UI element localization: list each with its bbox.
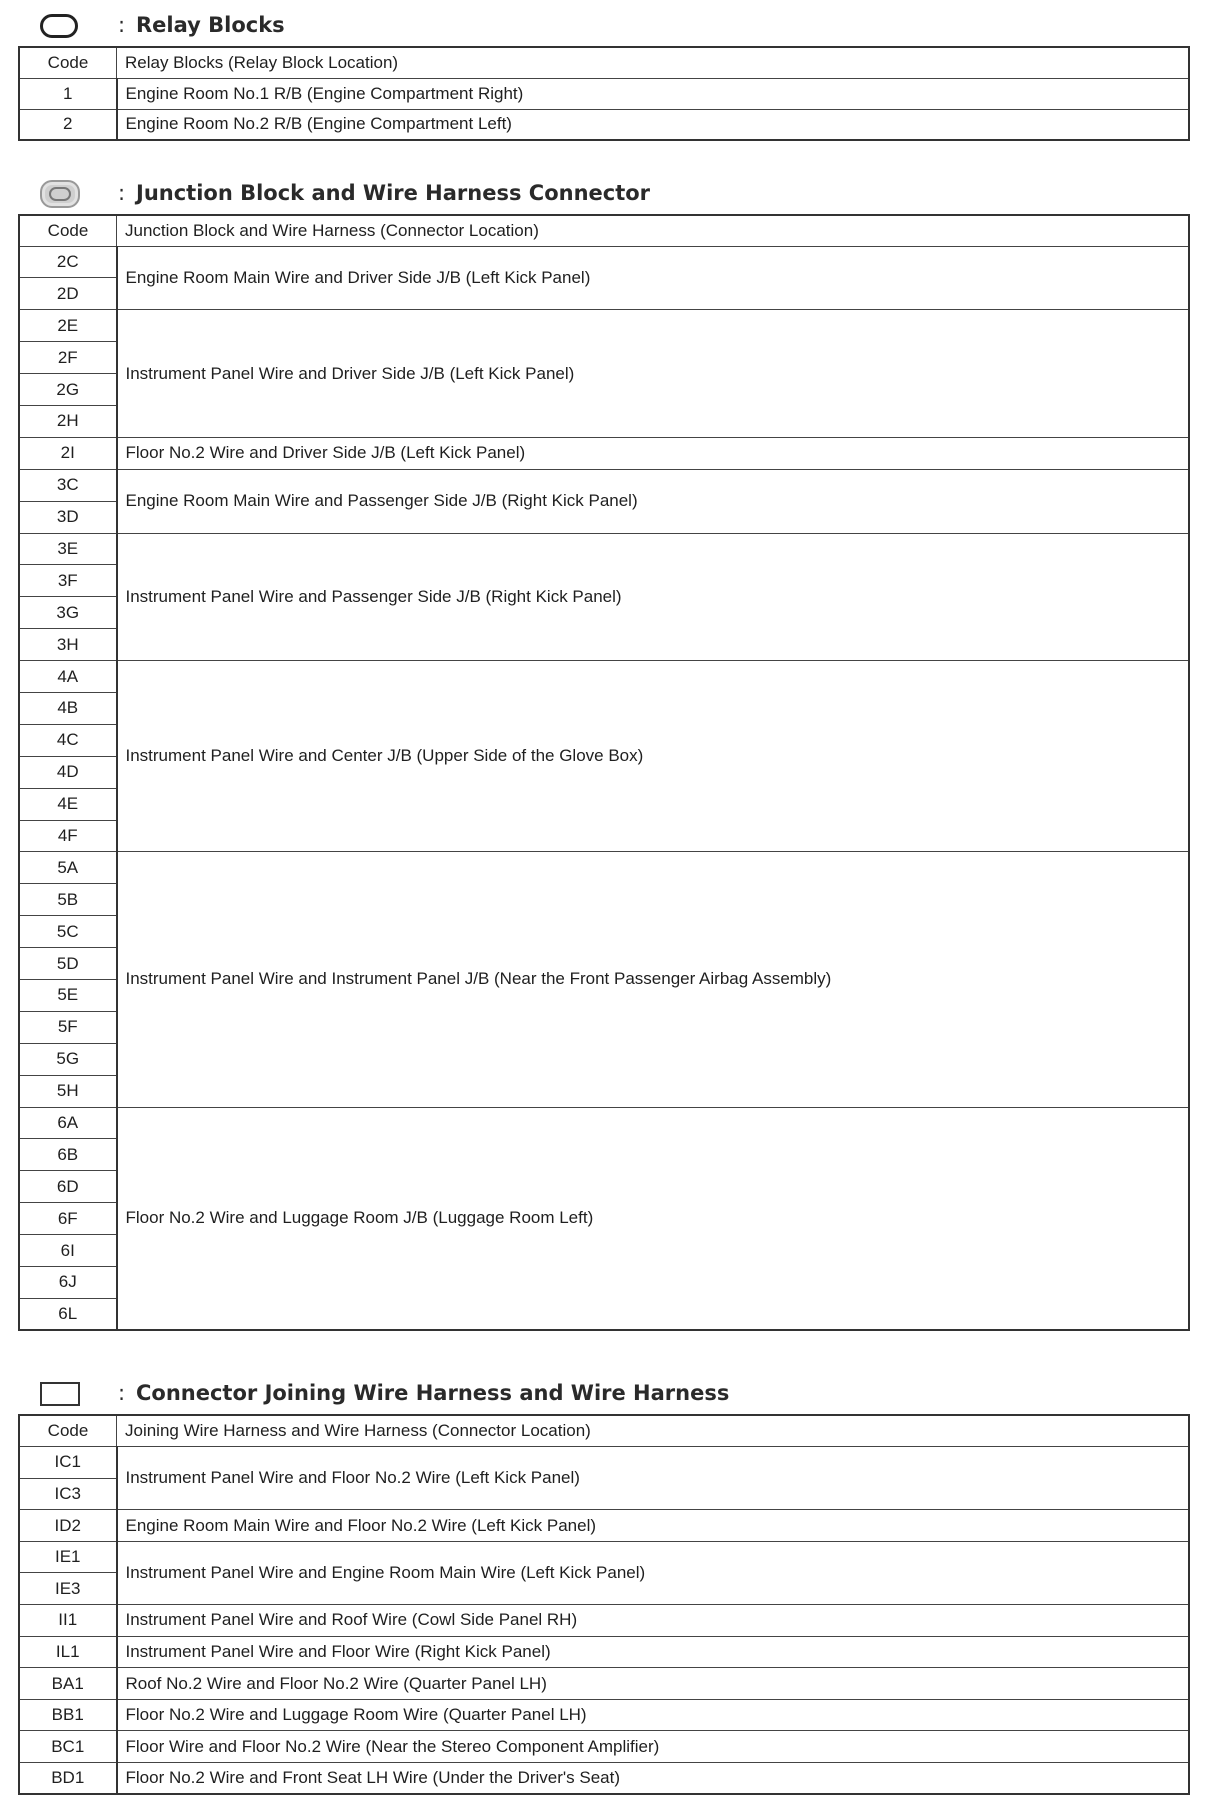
code-cell: 3G xyxy=(19,597,117,629)
code-cell: II1 xyxy=(19,1605,117,1637)
relay-blocks-heading xyxy=(18,6,1190,46)
code-cell: 2C xyxy=(19,246,117,278)
code-cell: 2E xyxy=(19,310,117,342)
description-cell: Floor No.2 Wire and Driver Side J/B (Left Kick Panel) xyxy=(117,437,1190,469)
code-cell: 3H xyxy=(19,629,117,661)
code-cell: 4F xyxy=(19,820,117,852)
description-column-header: Junction Block and Wire Harness (Connector Location) xyxy=(117,215,1190,246)
code-cell: 4C xyxy=(19,724,117,756)
description-cell: Engine Room Main Wire and Driver Side J/B (Left Kick Panel) xyxy=(117,246,1190,310)
table-row xyxy=(19,533,1189,565)
code-cell: BA1 xyxy=(19,1668,117,1700)
code-column-header: Code xyxy=(19,215,117,246)
code-cell: 4A xyxy=(19,661,117,693)
code-cell: 4B xyxy=(19,692,117,724)
code-cell: 5H xyxy=(19,1075,117,1107)
code-cell: 3F xyxy=(19,565,117,597)
table-row xyxy=(19,661,1189,693)
description-cell: Floor No.2 Wire and Front Seat LH Wire (Under the Driver's Seat) xyxy=(117,1763,1190,1795)
description-cell: Floor Wire and Floor No.2 Wire (Near the Stereo Component Amplifier) xyxy=(117,1731,1190,1763)
code-cell: 5F xyxy=(19,1011,117,1043)
table-row xyxy=(19,310,1189,342)
table-row xyxy=(19,109,1189,140)
description-cell: Engine Room Main Wire and Passenger Side J/B (Right Kick Panel) xyxy=(117,469,1190,533)
code-cell: 5D xyxy=(19,948,117,980)
code-cell: 5A xyxy=(19,852,117,884)
code-cell: 4E xyxy=(19,788,117,820)
table-row xyxy=(19,1107,1189,1139)
table-header-row xyxy=(19,215,1189,246)
code-cell: IC3 xyxy=(19,1478,117,1510)
code-cell: 6J xyxy=(19,1267,117,1299)
relay-blocks-section xyxy=(18,6,1190,141)
code-cell: 6D xyxy=(19,1171,117,1203)
description-cell: Roof No.2 Wire and Floor No.2 Wire (Quarter Panel LH) xyxy=(117,1668,1190,1700)
relay-blocks-table xyxy=(18,46,1190,141)
table-row xyxy=(19,1605,1189,1637)
table-row xyxy=(19,1731,1189,1763)
code-cell: 1 xyxy=(19,78,117,109)
connector-symbol-icon xyxy=(40,1382,80,1406)
junction-block-title: Junction Block and Wire Harness Connector xyxy=(136,181,651,205)
heading-colon: : xyxy=(118,13,126,37)
code-cell: BC1 xyxy=(19,1731,117,1763)
code-cell: 2 xyxy=(19,109,117,140)
description-cell: Instrument Panel Wire and Instrument Panel J/B (Near the Front Passenger Airbag Assembly) xyxy=(117,852,1190,1107)
code-cell: 6A xyxy=(19,1107,117,1139)
table-header-row xyxy=(19,1415,1189,1447)
code-cell: 2G xyxy=(19,374,117,406)
code-cell: BD1 xyxy=(19,1763,117,1795)
description-cell: Engine Room No.1 R/B (Engine Compartment Right) xyxy=(117,78,1190,109)
code-cell: 3C xyxy=(19,469,117,501)
description-cell: Instrument Panel Wire and Driver Side J/B (Left Kick Panel) xyxy=(117,310,1190,438)
junction-block-table xyxy=(18,214,1190,1331)
description-cell: Engine Room No.2 R/B (Engine Compartment Left) xyxy=(117,109,1190,140)
description-column-header: Relay Blocks (Relay Block Location) xyxy=(117,47,1190,78)
description-cell: Instrument Panel Wire and Passenger Side J/B (Right Kick Panel) xyxy=(117,533,1190,661)
code-cell: IC1 xyxy=(19,1447,117,1479)
description-cell: Floor No.2 Wire and Luggage Room Wire (Quarter Panel LH) xyxy=(117,1699,1190,1731)
code-cell: 2D xyxy=(19,278,117,310)
code-cell: 4D xyxy=(19,756,117,788)
code-cell: 5B xyxy=(19,884,117,916)
description-cell: Instrument Panel Wire and Engine Room Main Wire (Left Kick Panel) xyxy=(117,1541,1190,1604)
table-row xyxy=(19,1699,1189,1731)
table-row xyxy=(19,1510,1189,1542)
table-row xyxy=(19,1636,1189,1668)
heading-colon: : xyxy=(118,181,126,205)
table-row xyxy=(19,852,1189,884)
connector-joining-title: Connector Joining Wire Harness and Wire Harness xyxy=(136,1381,730,1405)
description-cell: Instrument Panel Wire and Center J/B (Upper Side of the Glove Box) xyxy=(117,661,1190,852)
code-cell: 6F xyxy=(19,1203,117,1235)
description-cell: Instrument Panel Wire and Roof Wire (Cowl Side Panel RH) xyxy=(117,1605,1190,1637)
table-row xyxy=(19,1668,1189,1700)
connector-joining-table xyxy=(18,1414,1190,1795)
code-cell: BB1 xyxy=(19,1699,117,1731)
table-row xyxy=(19,1447,1189,1479)
code-cell: IE1 xyxy=(19,1541,117,1573)
code-cell: 6B xyxy=(19,1139,117,1171)
table-row xyxy=(19,437,1189,469)
junction-block-symbol-icon xyxy=(40,180,80,208)
description-cell: Engine Room Main Wire and Floor No.2 Wire (Left Kick Panel) xyxy=(117,1510,1190,1542)
table-row xyxy=(19,469,1189,501)
description-cell: Instrument Panel Wire and Floor No.2 Wire (Left Kick Panel) xyxy=(117,1447,1190,1510)
table-row xyxy=(19,1763,1189,1795)
relay-blocks-title: Relay Blocks xyxy=(136,13,285,37)
code-cell: IL1 xyxy=(19,1636,117,1668)
code-cell: 2H xyxy=(19,405,117,437)
code-cell: IE3 xyxy=(19,1573,117,1605)
code-cell: 5E xyxy=(19,979,117,1011)
junction-block-heading xyxy=(18,174,1190,214)
code-column-header: Code xyxy=(19,1415,117,1447)
code-cell: 2I xyxy=(19,437,117,469)
junction-block-section xyxy=(18,174,1190,1331)
code-cell: 5C xyxy=(19,916,117,948)
code-cell: ID2 xyxy=(19,1510,117,1542)
connector-joining-heading xyxy=(18,1374,1190,1414)
table-header-row xyxy=(19,47,1189,78)
code-cell: 6I xyxy=(19,1235,117,1267)
code-cell: 6L xyxy=(19,1298,117,1330)
code-cell: 2F xyxy=(19,342,117,374)
code-column-header: Code xyxy=(19,47,117,78)
code-cell: 5G xyxy=(19,1043,117,1075)
connector-joining-section xyxy=(18,1374,1190,1795)
table-row xyxy=(19,1541,1189,1573)
code-cell: 3E xyxy=(19,533,117,565)
code-cell: 3D xyxy=(19,501,117,533)
table-row xyxy=(19,78,1189,109)
description-cell: Instrument Panel Wire and Floor Wire (Right Kick Panel) xyxy=(117,1636,1190,1668)
description-cell: Floor No.2 Wire and Luggage Room J/B (Luggage Room Left) xyxy=(117,1107,1190,1330)
relay-block-symbol-icon xyxy=(40,14,78,38)
heading-colon: : xyxy=(118,1381,126,1405)
table-row xyxy=(19,246,1189,278)
description-column-header: Joining Wire Harness and Wire Harness (Connector Location) xyxy=(117,1415,1190,1447)
